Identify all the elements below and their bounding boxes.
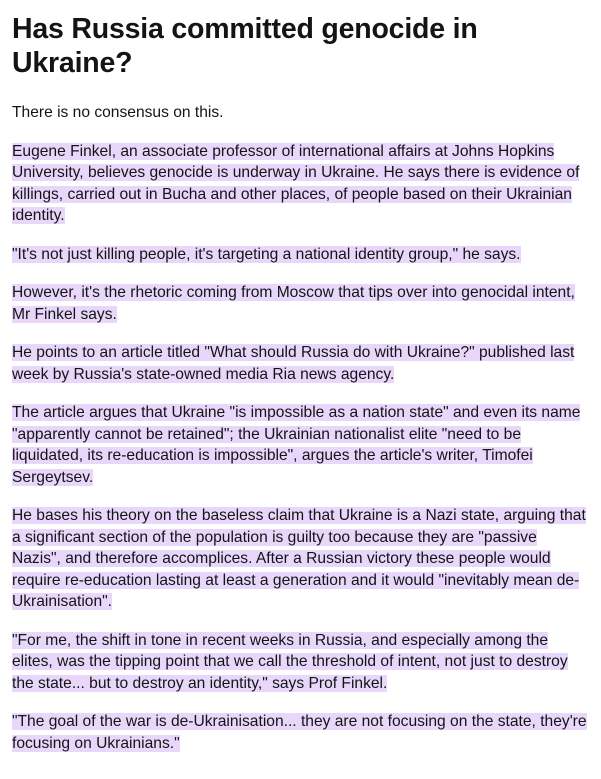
- article-paragraph-4: [12, 342, 589, 385]
- highlighted-text: However, it's the rhetoric coming from Moscow that tips over into genocidal intent, Mr Finkel says.: [12, 284, 575, 323]
- article-paragraph-8: [12, 711, 589, 754]
- highlighted-text: "For me, the shift in tone in recent weeks in Russia, and especially among the elites, was the tipping point that we call the threshold of intent, not just to destroy the state... but to destroy an identity," says Prof Finkel.: [12, 631, 568, 692]
- article-paragraph-3: [12, 282, 589, 325]
- highlighted-text: The article argues that Ukraine "is impossible as a nation state" and even its name "apparently cannot be retained"; the Ukrainian nationalist elite "need to be liquidated, its re-education is impossible", argues the article's writer, Timofei Sergeytsev.: [12, 404, 581, 486]
- highlighted-text: He points to an article titled "What should Russia do with Ukraine?" published last week by Russia's state-owned media Ria news agency.: [12, 344, 575, 383]
- article-lead: There is no consensus on this.: [12, 104, 224, 121]
- article-headline: Has Russia committed genocide in Ukraine?: [12, 13, 478, 79]
- article-paragraph-7: [12, 630, 589, 695]
- highlighted-text: "It's not just killing people, it's targeting a national identity group," he says.: [12, 245, 521, 263]
- article-paragraph-1: [12, 141, 589, 227]
- highlighted-text: "The goal of the war is de-Ukrainisation... they are not focusing on the state, they're focusing on Ukrainians.": [12, 713, 587, 752]
- article-paragraph-6: [12, 505, 589, 613]
- highlighted-text: Eugene Finkel, an associate professor of international affairs at Johns Hopkins University, believes genocide is underway in Ukraine. He says there is evidence of killings, carried out in Bucha and other places, of people based on their Ukrainian identity.: [12, 142, 580, 224]
- article-paragraph-5: [12, 402, 589, 488]
- article-paragraph-2: [12, 244, 589, 266]
- highlighted-text: He bases his theory on the baseless claim that Ukraine is a Nazi state, arguing that a significant section of the population is guilty too because they are "passive Nazis", and therefore accomplices. After a Russian victory these people would require re-education lasting at least a generation and it would "inevitably mean de-Ukrainisation".: [12, 507, 586, 610]
